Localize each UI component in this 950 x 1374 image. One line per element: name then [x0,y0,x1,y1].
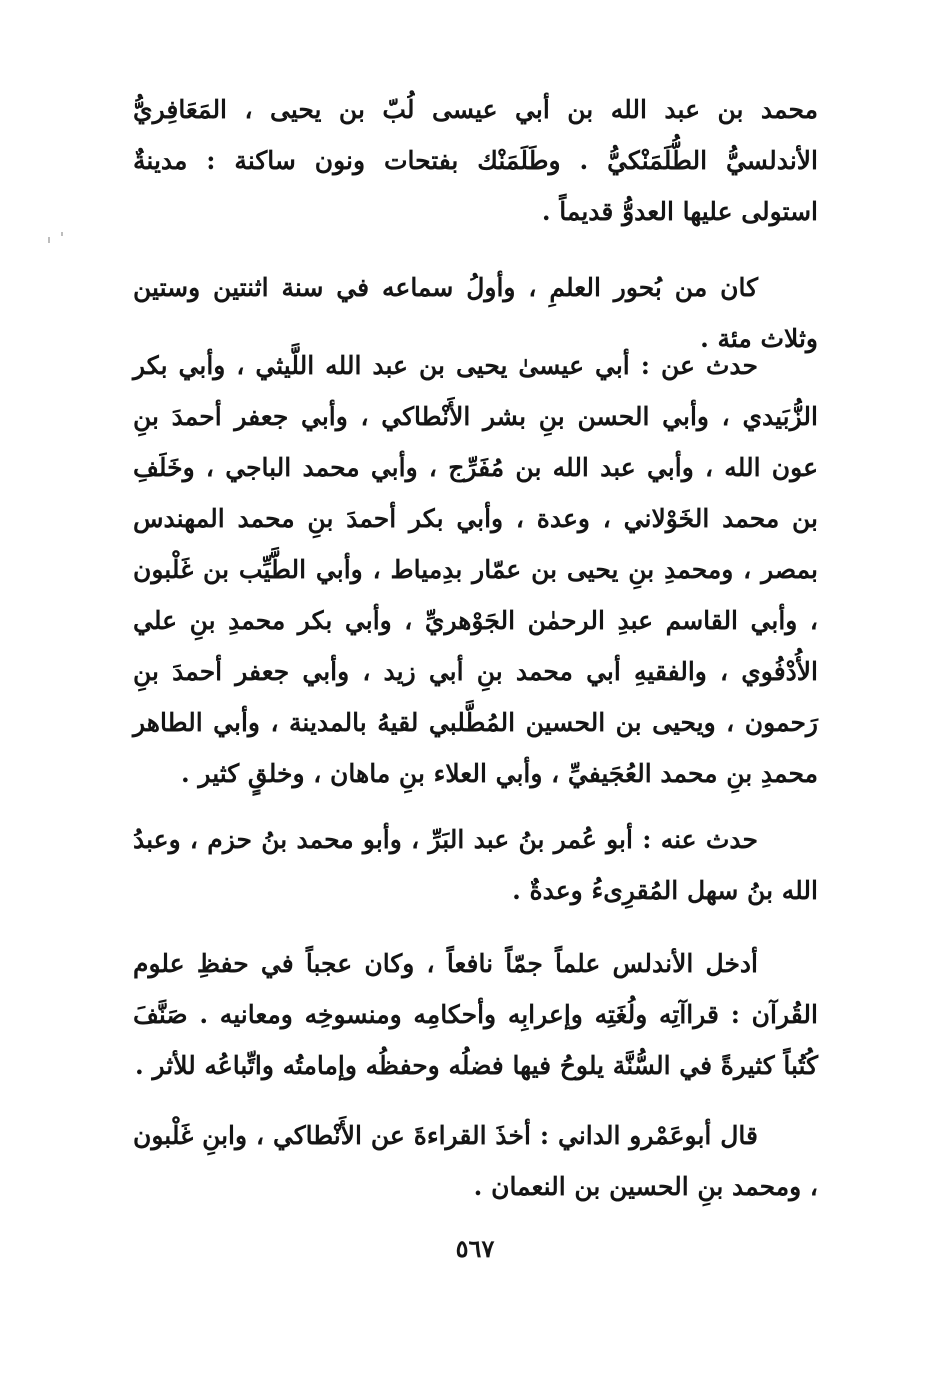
paragraph-text: قال أبوعَمْرو الداني : أخذَ القراءةَ عن الأَنْطاكي ، وابنِ غَلْبون ، ومحمد بنِ الحسين بن النعمان . [133,1121,818,1201]
paragraph-students [133,814,818,916]
paragraph-text: أدخل الأندلس علماً جمّاً نافعاً ، وكان عجباً في حفظِ علوم القُرآن : قراآتِه ولُغَتِه وإعرابِه وأحكامِه ومنسوخِه ومعانيه . صَنَّفَ كُتُباً كثيرةً في السُّنَّة يلوحُ فيها فضلُه وحفظُه وإمامتُه واتِّباعُه للأثر . [133,949,818,1080]
paragraph-biography-intro [133,84,818,237]
paragraph-text: كان من بُحور العلمِ ، وأولُ سماعه في سنة اثنتين وستين وثلاث مئة . [133,273,818,353]
scan-speck [48,237,50,243]
scan-speck [61,232,63,236]
page-number: ٥٦٧ [455,1234,495,1263]
paragraph-contributions [133,938,818,1091]
paragraph-text: حدث عنه : أبو عُمر بنُ عبد البَرِّ ، وأبو محمد بنُ حزم ، وعبدُ الله بنُ سهل المُقرِىءُ وعدةٌ . [133,825,818,905]
paragraph-teachers [133,340,818,799]
paragraph-al-dani-quote [133,1110,818,1212]
paragraph-text: محمد بن عبد الله بن أبي عيسى لُبّ بن يحيى ، المَعَافِريُّ الأندلسيُّ الطُّلَمَنْكيُّ . وطَلَمَنْك بفتحات ونون ساكنة : مدينةٌ استولى عليها العدوُّ قديماً . [133,95,818,226]
paragraph-text: حدث عن : أبي عيسىٰ يحيى بن عبد الله اللَّيثي ، وأبي بكر الزُّبَيدي ، وأبي الحسن بنِ بشر الأَنْطاكي ، وأبي جعفر أحمدَ بنِ عون الله ، وأبي عبد الله بن مُفَرِّج ، وأبي محمد الباجي ، وخَلَفِ بن محمد الخَوْلاني ، وعدة ، وأبي بكر أحمدَ بنِ محمد المهندس بمصر ، ومحمدِ بنِ يحيى بن عمّار بدِمياط ، وأبي الطَّيِّب بن غَلْبون ، وأبي القاسم عبدِ الرحمٰن الجَوْهريِّ ، وأبي بكر محمدِ بنِ علي الأُدْفُوي ، والفقيهِ أبي محمد بنِ أبي زيد ، وأبي جعفر أحمدَ بنِ رَحمون ، ويحيى بن الحسين المُطَّلبي لقيهُ بالمدينة ، وأبي الطاهر محمدِ بنِ محمد العُجَيفيِّ ، وأبي العلاء بنِ ماهان ، وخلقٍ كثير . [133,351,818,788]
